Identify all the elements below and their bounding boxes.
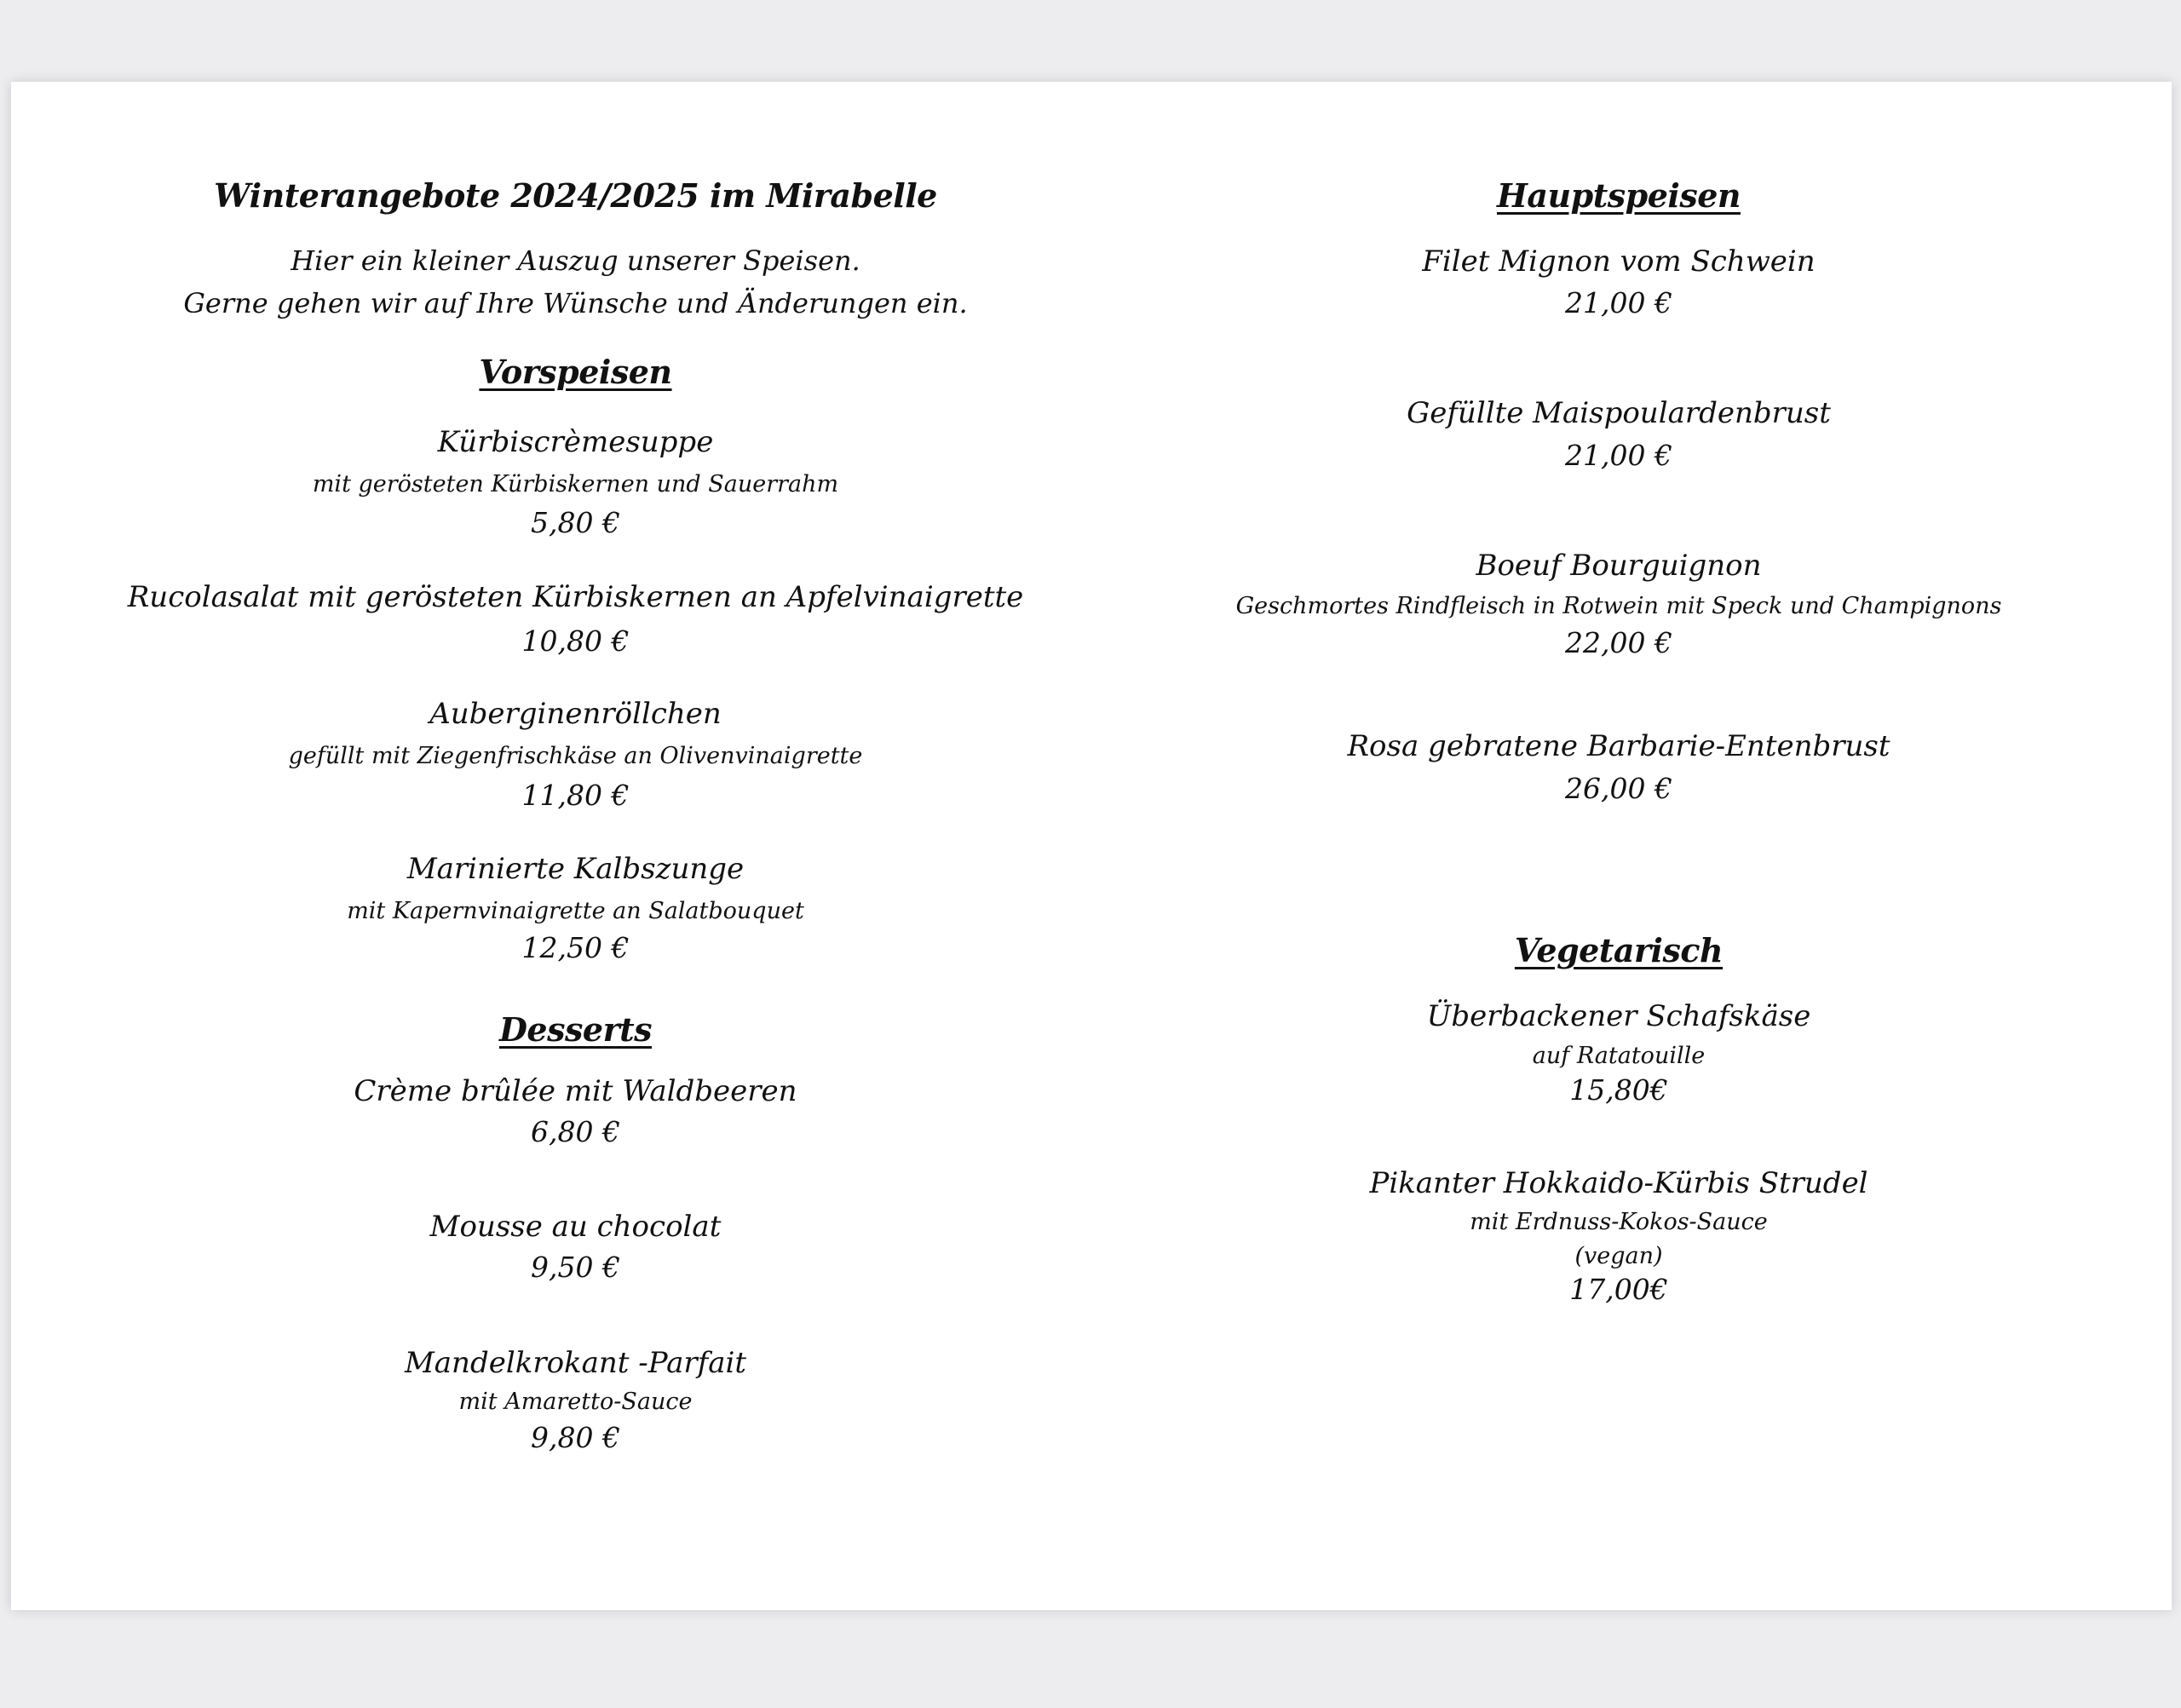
dish-price: 10,80 € xyxy=(521,624,630,658)
dish-name: Auberginenröllchen xyxy=(429,697,722,731)
section-heading-vorspeisen: Vorspeisen xyxy=(479,353,672,391)
dish-description: auf Ratatouille xyxy=(1532,1043,1706,1069)
dish-price: 21,00 € xyxy=(1565,286,1672,319)
menu-title: Winterangebote 2024/2025 im Mirabelle xyxy=(214,176,937,215)
dish-price: 26,00 € xyxy=(1565,772,1672,805)
dish-name: Rucolasalat mit gerösteten Kürbiskernen an Apfelvinaigrette xyxy=(127,580,1024,614)
dish-name: Kürbiscrèmesuppe xyxy=(437,425,714,459)
dish-name: Pikanter Hokkaido-Kürbis Strudel xyxy=(1369,1166,1868,1200)
section-heading-desserts: Desserts xyxy=(498,1010,653,1049)
dish-description: gefüllt mit Ziegenfrischkäse an Olivenvinaigrette xyxy=(288,743,863,769)
menu-page xyxy=(11,82,2172,1610)
dish-name: Mousse au chocolat xyxy=(429,1210,722,1244)
dish-price: 9,50 € xyxy=(531,1251,620,1284)
dish-price: 17,00€ xyxy=(1569,1273,1668,1306)
intro-line-1: Hier ein kleiner Auszug unserer Speisen. xyxy=(291,244,860,277)
dish-price: 11,80 € xyxy=(521,779,630,812)
dish-price: 5,80 € xyxy=(531,506,620,539)
dish-price: 21,00 € xyxy=(1565,439,1672,472)
dish-description: Geschmortes Rindfleisch in Rotwein mit Speck und Champignons xyxy=(1235,593,2002,619)
dish-price: 6,80 € xyxy=(531,1115,620,1148)
dish-price: 15,80€ xyxy=(1569,1073,1668,1107)
dish-name: Gefüllte Maispoulardenbrust xyxy=(1407,396,1831,430)
dish-name: Rosa gebratene Barbarie-Entenbrust xyxy=(1347,729,1890,763)
dish-name: Mandelkrokant -Parfait xyxy=(404,1346,747,1380)
dish-name: Crème brûlée mit Waldbeeren xyxy=(354,1074,797,1108)
dish-name: Marinierte Kalbszunge xyxy=(406,852,745,886)
dish-description: mit Kapernvinaigrette an Salatbouquet xyxy=(347,898,804,924)
section-heading-vegetarisch: Vegetarisch xyxy=(1514,931,1724,969)
intro-line-2: Gerne gehen wir auf Ihre Wünsche und Änderungen ein. xyxy=(183,287,968,319)
dish-name: Boeuf Bourguignon xyxy=(1476,549,1762,583)
dish-price: 12,50 € xyxy=(521,931,630,964)
dish-name: Filet Mignon vom Schwein xyxy=(1422,244,1816,279)
dish-note: (vegan) xyxy=(1574,1243,1663,1269)
dish-description: mit Amaretto-Sauce xyxy=(458,1389,693,1415)
dish-price: 22,00 € xyxy=(1565,626,1672,659)
dish-price: 9,80 € xyxy=(531,1421,620,1454)
dish-description: mit gerösteten Kürbiskernen und Sauerrahm xyxy=(312,471,839,497)
dish-description: mit Erdnuss-Kokos-Sauce xyxy=(1470,1209,1768,1235)
dish-name: Überbackener Schafskäse xyxy=(1426,999,1811,1033)
section-heading-hauptspeisen: Hauptspeisen xyxy=(1496,176,1741,215)
